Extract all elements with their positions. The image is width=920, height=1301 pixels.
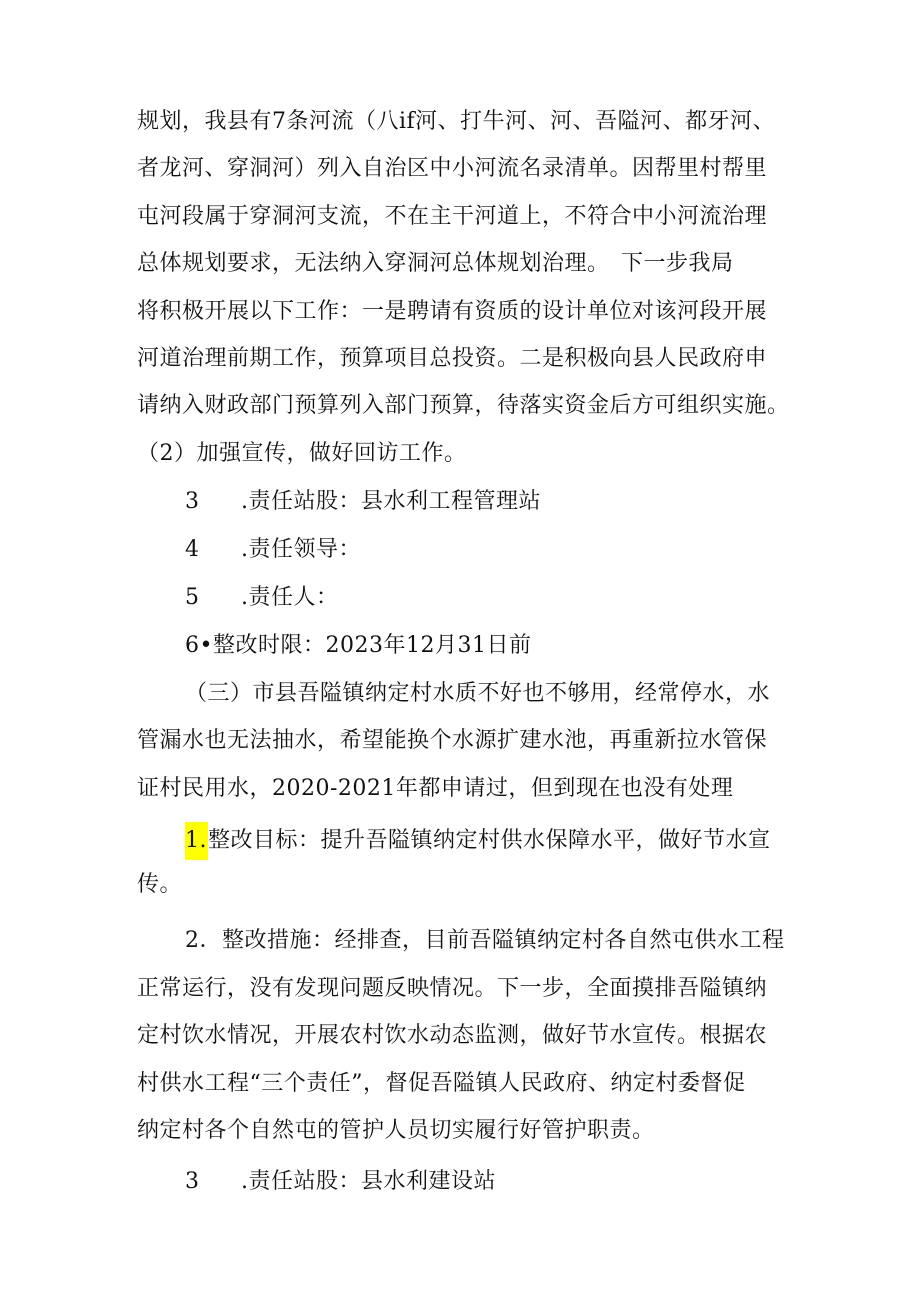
list-item-responsible-person: [185, 583, 339, 613]
paragraph-line: 总体规划要求，无法纳入穿洞河总体规划治理。 下一步我局: [137, 251, 734, 276]
paragraph-line: （2）加强宣传，做好回访工作。: [137, 441, 467, 466]
list-text: .责任人：: [241, 585, 339, 610]
paragraph-line: 纳定村各个自然屯的管护人员切实履行好管护职责。: [137, 1118, 655, 1143]
paragraph-line: 证村民用水，2020-2021年都申请过，但到现在也没有处理: [137, 776, 734, 801]
paragraph-line: 规划，我县有7条河流（八if河、打牛河、河、吾隘河、都牙河、: [137, 109, 776, 134]
list-text: 整改目标：提升吾隘镇纳定村供水保障水平，做好节水宣: [208, 828, 771, 853]
list-number: 5: [185, 585, 200, 610]
paragraph-line: 者龙河、穿洞河）列入自治区中小河流名录清单。因帮里村帮里: [137, 156, 768, 181]
section-heading: （三）市县吾隘镇纳定村水质不好也不够用，经常停水，水: [185, 681, 771, 706]
paragraph-line: 村供水工程“三个责任”，督促吾隘镇人民政府、纳定村委督促: [137, 1071, 746, 1096]
paragraph-line: 管漏水也无法抽水，希望能换个水源扩建水池，再重新拉水管保: [137, 728, 768, 753]
paragraph-line: 传。: [137, 872, 183, 897]
list-item-deadline: 6•整改时限：2023年12月31日前: [185, 633, 532, 658]
list-text: .责任领导：: [241, 537, 361, 562]
paragraph-line: 屯河段属于穿洞河支流，不在主干河道上，不符合中小河流治理: [137, 204, 768, 229]
list-item-responsible-unit-2: [185, 1167, 496, 1197]
paragraph-line: 将积极开展以下工作：一是聘请有资质的设计单位对该河段开展: [137, 299, 768, 324]
paragraph-line: 定村饮水情况，开展农村饮水动态监测，做好节水宣传。根据农: [137, 1023, 768, 1048]
paragraph-line: 河道治理前期工作，预算项目总投资。二是积极向县人民政府申: [137, 346, 768, 371]
list-item-responsible-leader: [185, 535, 361, 565]
list-text: .责任站股：县水利工程管理站: [241, 489, 541, 514]
highlighted-number: 1.: [185, 822, 208, 860]
list-number: 3: [185, 489, 200, 514]
list-item-responsible-unit: [185, 487, 541, 517]
paragraph-line: 正常运行，没有发现问题反映情况。下一步，全面摸排吾隘镇纳: [137, 976, 768, 1001]
list-item-target: [185, 822, 771, 860]
list-number: 4: [185, 537, 200, 562]
list-number: 3: [185, 1169, 200, 1194]
paragraph-line: 请纳入财政部门预算列入部门预算，待落实资金后方可组织实施。: [137, 393, 790, 418]
list-text: .责任站股：县水利建设站: [241, 1169, 496, 1194]
paragraph-line: 2．整改措施：经排查，目前吾隘镇纳定村各自然屯供水工程: [185, 928, 785, 953]
